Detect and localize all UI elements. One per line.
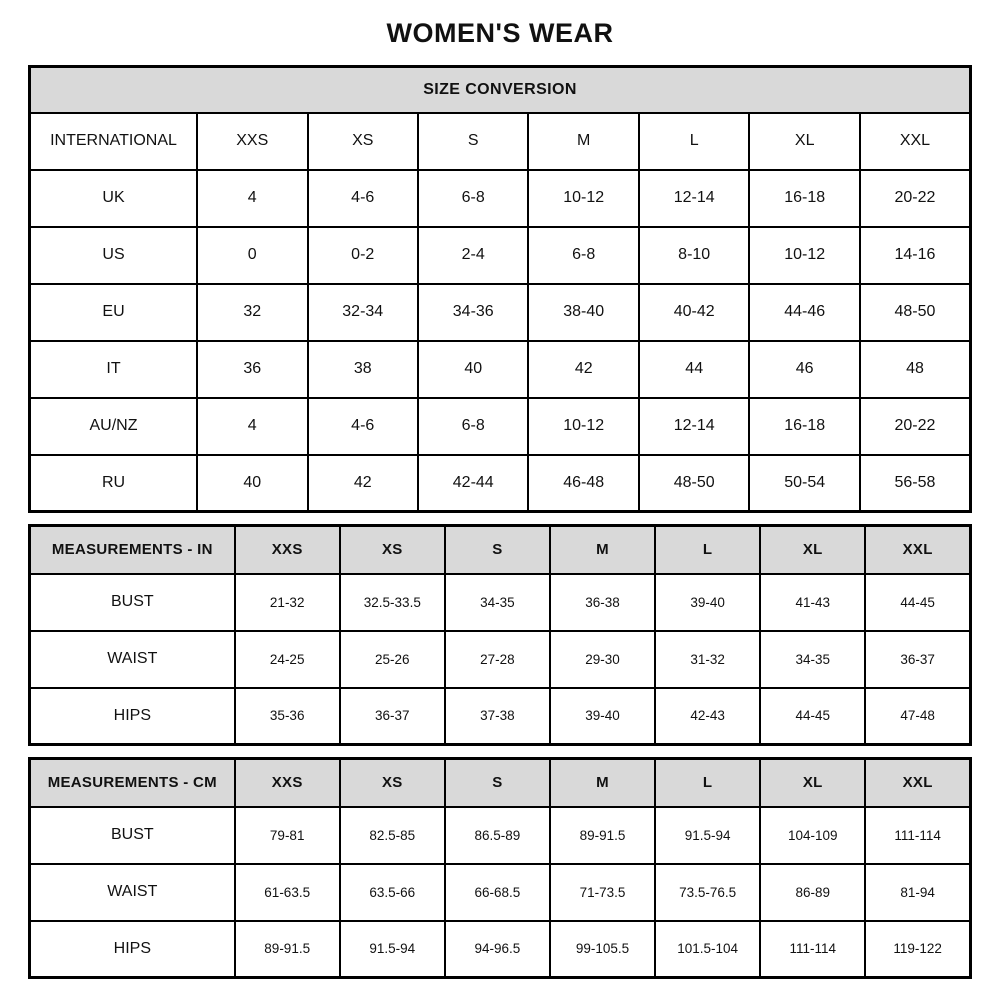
row-label-uk: UK — [30, 170, 198, 227]
table-cell: 44-45 — [865, 574, 970, 631]
column-header-s: S — [445, 526, 550, 574]
row-label-ru: RU — [30, 455, 198, 512]
table-cell: 94-96.5 — [445, 921, 550, 978]
table-cell: 56-58 — [860, 455, 971, 512]
measurements-cm-table — [28, 757, 972, 979]
table-row — [30, 398, 971, 455]
row-label-hips: HIPS — [30, 921, 235, 978]
table-cell: 111-114 — [760, 921, 865, 978]
table-header-row — [30, 526, 971, 574]
column-header-xxs: XXS — [197, 113, 307, 170]
table-cell: 37-38 — [445, 688, 550, 745]
table-cell: 66-68.5 — [445, 864, 550, 921]
column-header-xl: XL — [760, 759, 865, 807]
table-cell: 46-48 — [528, 455, 638, 512]
column-header-xl: XL — [749, 113, 859, 170]
column-header-xxs: XXS — [235, 759, 340, 807]
row-label-hips: HIPS — [30, 688, 235, 745]
table-cell: 27-28 — [445, 631, 550, 688]
table-cell: 48 — [860, 341, 971, 398]
table-cell: 36 — [197, 341, 307, 398]
table-cell: 4 — [197, 398, 307, 455]
table-header-row — [30, 759, 971, 807]
table-row — [30, 688, 971, 745]
table-cell: 12-14 — [639, 170, 749, 227]
table-cell: 91.5-94 — [655, 807, 760, 864]
size-conversion-title: SIZE CONVERSION — [30, 67, 971, 113]
table-cell: 38-40 — [528, 284, 638, 341]
measurements-in-table — [28, 524, 972, 746]
table-cell: 34-35 — [760, 631, 865, 688]
table-cell: 104-109 — [760, 807, 865, 864]
measurements-in-title: MEASUREMENTS - IN — [30, 526, 235, 574]
table-cell: 32 — [197, 284, 307, 341]
table-cell: 34-36 — [418, 284, 528, 341]
column-header-l: L — [655, 759, 760, 807]
table-cell: 40-42 — [639, 284, 749, 341]
table-cell: 86.5-89 — [445, 807, 550, 864]
table-cell: 40 — [418, 341, 528, 398]
column-header-xxl: XXL — [865, 526, 970, 574]
table-cell: 20-22 — [860, 398, 971, 455]
table-cell: 32-34 — [308, 284, 418, 341]
table-row — [30, 807, 971, 864]
table-header-row — [30, 113, 971, 170]
table-cell: 86-89 — [760, 864, 865, 921]
table-cell: 10-12 — [528, 170, 638, 227]
table-cell: 0-2 — [308, 227, 418, 284]
page-title: WOMEN'S WEAR — [386, 18, 614, 48]
table-row — [30, 170, 971, 227]
table-cell: 31-32 — [655, 631, 760, 688]
column-header-xxl: XXL — [865, 759, 970, 807]
table-cell: 91.5-94 — [340, 921, 445, 978]
table-banner-row — [30, 67, 971, 113]
row-label-us: US — [30, 227, 198, 284]
table-cell: 6-8 — [418, 398, 528, 455]
table-cell: 32.5-33.5 — [340, 574, 445, 631]
table-row — [30, 921, 971, 978]
table-cell: 6-8 — [528, 227, 638, 284]
table-cell: 99-105.5 — [550, 921, 655, 978]
row-label-aunz: AU/NZ — [30, 398, 198, 455]
table-cell: 89-91.5 — [550, 807, 655, 864]
table-cell: 35-36 — [235, 688, 340, 745]
table-cell: 111-114 — [865, 807, 970, 864]
table-cell: 29-30 — [550, 631, 655, 688]
column-header-international: INTERNATIONAL — [30, 113, 198, 170]
column-header-s: S — [418, 113, 528, 170]
table-cell: 42 — [528, 341, 638, 398]
table-cell: 40 — [197, 455, 307, 512]
table-row — [30, 455, 971, 512]
table-cell: 42 — [308, 455, 418, 512]
table-cell: 8-10 — [639, 227, 749, 284]
column-header-s: S — [445, 759, 550, 807]
table-row — [30, 864, 971, 921]
table-cell: 4-6 — [308, 398, 418, 455]
column-header-xs: XS — [340, 526, 445, 574]
table-cell: 20-22 — [860, 170, 971, 227]
table-row — [30, 227, 971, 284]
table-cell: 21-32 — [235, 574, 340, 631]
table-cell: 63.5-66 — [340, 864, 445, 921]
table-cell: 41-43 — [760, 574, 865, 631]
table-cell: 42-44 — [418, 455, 528, 512]
table-cell: 12-14 — [639, 398, 749, 455]
column-header-xxs: XXS — [235, 526, 340, 574]
table-cell: 48-50 — [860, 284, 971, 341]
table-cell: 24-25 — [235, 631, 340, 688]
table-cell: 4 — [197, 170, 307, 227]
table-cell: 42-43 — [655, 688, 760, 745]
column-header-xs: XS — [340, 759, 445, 807]
table-cell: 36-38 — [550, 574, 655, 631]
table-cell: 34-35 — [445, 574, 550, 631]
table-cell: 61-63.5 — [235, 864, 340, 921]
column-header-xl: XL — [760, 526, 865, 574]
table-cell: 71-73.5 — [550, 864, 655, 921]
table-cell: 48-50 — [639, 455, 749, 512]
table-cell: 44-46 — [749, 284, 859, 341]
table-cell: 73.5-76.5 — [655, 864, 760, 921]
table-cell: 10-12 — [528, 398, 638, 455]
table-cell: 79-81 — [235, 807, 340, 864]
table-cell: 81-94 — [865, 864, 970, 921]
table-cell: 6-8 — [418, 170, 528, 227]
table-cell: 16-18 — [749, 398, 859, 455]
table-row — [30, 341, 971, 398]
measurements-cm-title: MEASUREMENTS - CM — [30, 759, 235, 807]
table-cell: 4-6 — [308, 170, 418, 227]
table-cell: 50-54 — [749, 455, 859, 512]
table-cell: 101.5-104 — [655, 921, 760, 978]
size-conversion-table — [28, 65, 972, 513]
table-cell: 47-48 — [865, 688, 970, 745]
table-cell: 2-4 — [418, 227, 528, 284]
table-cell: 39-40 — [655, 574, 760, 631]
table-cell: 25-26 — [340, 631, 445, 688]
table-cell: 10-12 — [749, 227, 859, 284]
column-header-l: L — [655, 526, 760, 574]
table-cell: 16-18 — [749, 170, 859, 227]
column-header-xs: XS — [308, 113, 418, 170]
table-cell: 44-45 — [760, 688, 865, 745]
column-header-m: M — [550, 759, 655, 807]
table-cell: 14-16 — [860, 227, 971, 284]
row-label-waist: WAIST — [30, 631, 235, 688]
table-cell: 36-37 — [340, 688, 445, 745]
table-cell: 46 — [749, 341, 859, 398]
row-label-bust: BUST — [30, 574, 235, 631]
row-label-eu: EU — [30, 284, 198, 341]
table-cell: 119-122 — [865, 921, 970, 978]
table-cell: 39-40 — [550, 688, 655, 745]
table-cell: 36-37 — [865, 631, 970, 688]
column-header-xxl: XXL — [860, 113, 971, 170]
table-row — [30, 284, 971, 341]
column-header-m: M — [550, 526, 655, 574]
table-cell: 89-91.5 — [235, 921, 340, 978]
table-row — [30, 631, 971, 688]
table-cell: 38 — [308, 341, 418, 398]
row-label-bust: BUST — [30, 807, 235, 864]
table-cell: 0 — [197, 227, 307, 284]
column-header-l: L — [639, 113, 749, 170]
row-label-waist: WAIST — [30, 864, 235, 921]
table-cell: 82.5-85 — [340, 807, 445, 864]
row-label-it: IT — [30, 341, 198, 398]
column-header-m: M — [528, 113, 638, 170]
table-cell: 44 — [639, 341, 749, 398]
table-row — [30, 574, 971, 631]
